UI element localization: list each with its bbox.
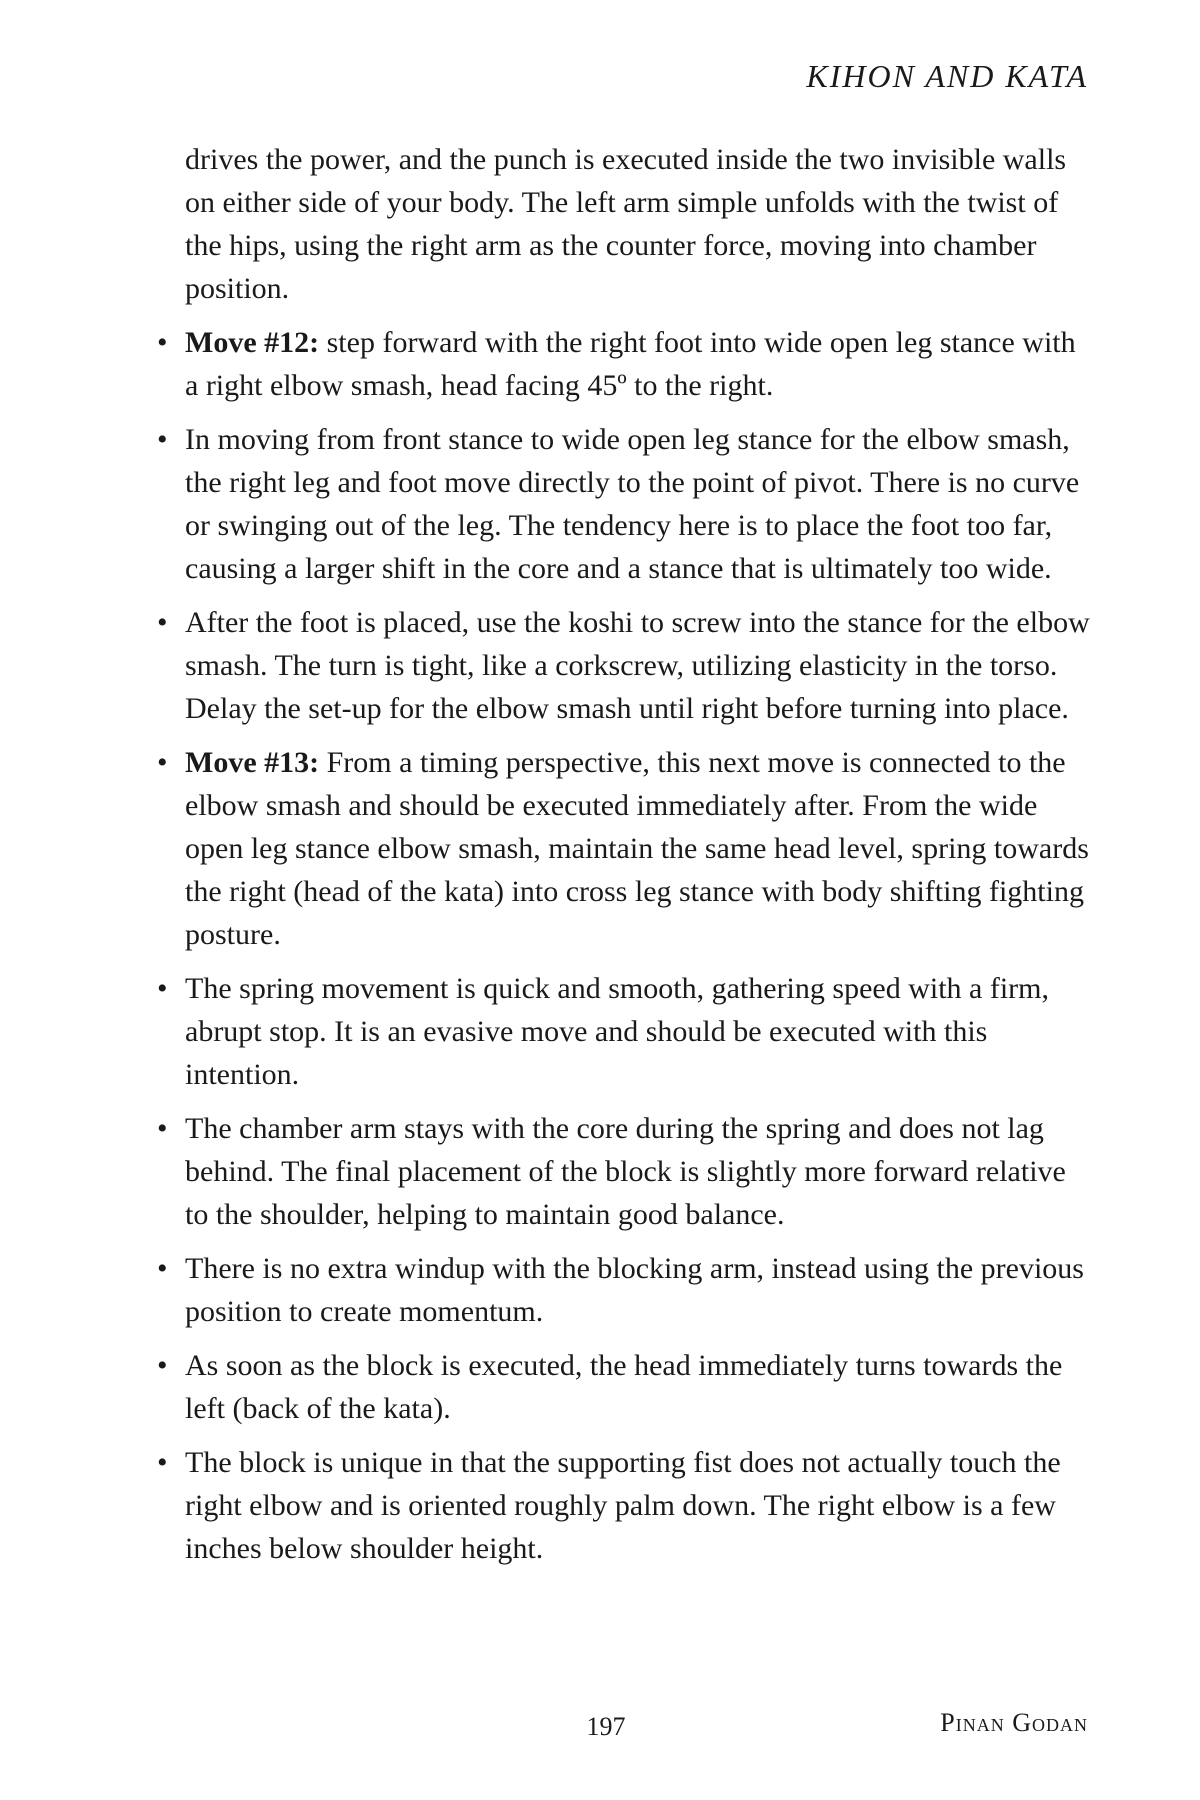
running-head: KIHON AND KATA <box>806 58 1088 94</box>
bullet-icon: • <box>157 1349 168 1382</box>
item-text: After the foot is placed, use the koshi to screw into the stance for the elbow smash. The turn is tight, like a corkscrew, utilizing elasticity in the torso. Delay the set-up for the elbow smash until right before turning into place. <box>185 606 1090 725</box>
bullet-icon: • <box>157 423 168 456</box>
list-item <box>157 741 1090 956</box>
item-text: The block is unique in that the supporting fist does not actually touch the right elbow and is oriented roughly palm down. The right elbow is a few inches below shoulder height. <box>185 1446 1061 1565</box>
list-item <box>157 1441 1090 1570</box>
bullet-icon: • <box>157 1252 168 1285</box>
move-label: Move #12: <box>185 326 320 359</box>
item-text: There is no extra windup with the blocking arm, instead using the previous position to create momentum. <box>185 1252 1084 1328</box>
page-number: 197 <box>586 1712 626 1741</box>
list-item <box>157 1247 1090 1333</box>
item-text: The spring movement is quick and smooth, gathering speed with a firm, abrupt stop. It is an evasive move and should be executed with this intention. <box>185 972 1049 1091</box>
list-item <box>157 1107 1090 1236</box>
list-item <box>157 321 1090 407</box>
item-text: The chamber arm stays with the core during the spring and does not lag behind. The final placement of the block is slightly more forward relative to the shoulder, helping to maintain good balance. <box>185 1112 1066 1231</box>
intro-paragraph: drives the power, and the punch is executed inside the two invisible walls on either side of your body. The left arm simple unfolds with the twist of the hips, using the right arm as the counter force, moving into chamber position. <box>185 143 1067 305</box>
item-text: From a timing perspective, this next move is connected to the elbow smash and should be executed immediately after. From the wide open leg stance elbow smash, maintain the same head level, spring towards the right (head of the kata) into cross leg stance with body shifting fighting posture. <box>185 746 1089 951</box>
footer-title: Pinan Godan <box>940 1708 1088 1737</box>
bullet-icon: • <box>157 606 168 639</box>
move-label: Move #13: <box>185 746 320 779</box>
bullet-icon: • <box>157 1446 168 1479</box>
list-item <box>157 418 1090 590</box>
bullet-icon: • <box>157 1112 168 1145</box>
bullet-icon: • <box>157 972 168 1005</box>
item-text: As soon as the block is executed, the head immediately turns towards the left (back of the kata). <box>185 1349 1063 1425</box>
list-item <box>157 601 1090 730</box>
bullet-icon: • <box>157 326 168 359</box>
item-text: In moving from front stance to wide open leg stance for the elbow smash, the right leg and foot move directly to the point of pivot. There is no curve or swinging out of the leg. The tendency here is to place the foot too far, causing a larger shift in the core and a stance that is ultimately too wide. <box>185 423 1080 585</box>
list-item <box>157 1344 1090 1430</box>
body-text <box>157 138 1090 1581</box>
list-item <box>157 967 1090 1096</box>
item-text: step forward with the right foot into wide open leg stance with a right elbow smash, head facing 45º to the right. <box>185 326 1076 402</box>
bullet-icon: • <box>157 746 168 779</box>
bullet-list <box>157 321 1090 1570</box>
